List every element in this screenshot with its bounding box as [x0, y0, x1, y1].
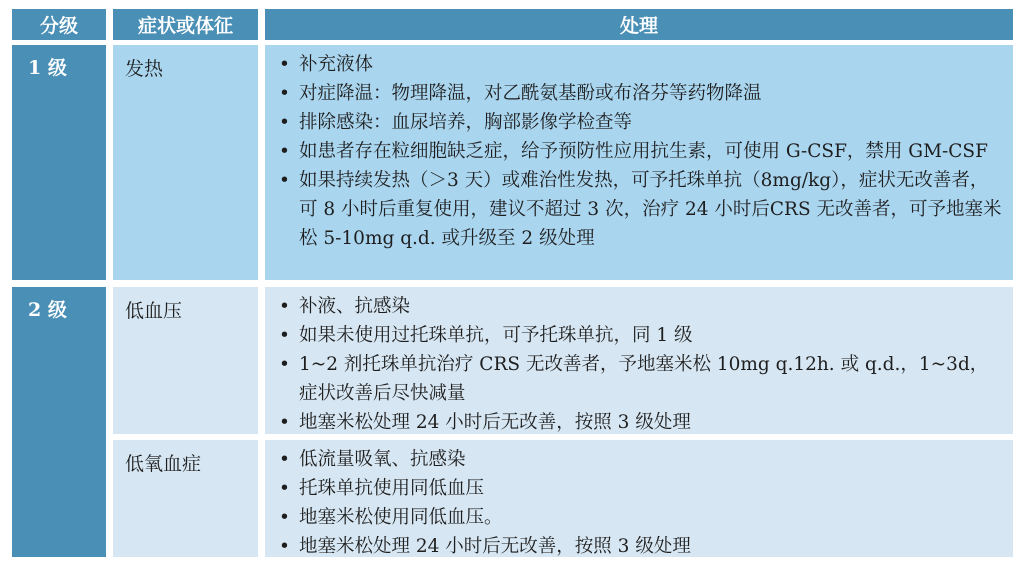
list-item: • 补充液体: [275, 50, 1003, 79]
grade-1-cell: 1 级: [12, 45, 106, 280]
treatment-list: [275, 445, 1003, 561]
symptom-fever: 发热: [113, 45, 258, 280]
list-item: • 如患者存在粒细胞缺乏症，给予预防性应用抗生素，可使用 G-CSF，禁用 GM-CSF: [275, 137, 1003, 166]
list-item: • 1~2 剂托珠单抗治疗 CRS 无改善者，予地塞米松 10mg q.12h. 或 q.d.，1~3d，症状改善后尽快减量: [275, 350, 1003, 408]
list-item: • 地塞米松使用同低血压。: [275, 503, 1003, 532]
list-item: • 排除感染：血尿培养，胸部影像学检查等: [275, 108, 1003, 137]
treatment-grade-2-hypotension: [265, 287, 1013, 434]
list-item: • 托珠单抗使用同低血压: [275, 474, 1003, 503]
header-treatment: 处理: [265, 9, 1013, 40]
list-item: • 补液、抗感染: [275, 292, 1003, 321]
list-item: • 地塞米松处理 24 小时后无改善，按照 3 级处理: [275, 532, 1003, 561]
list-item: • 如果未使用过托珠单抗，可予托珠单抗，同 1 级: [275, 321, 1003, 350]
list-item: • 对症降温：物理降温，对乙酰氨基酚或布洛芬等药物降温: [275, 79, 1003, 108]
treatment-grade-1-fever: [265, 45, 1013, 280]
list-item: • 低流量吸氧、抗感染: [275, 445, 1003, 474]
treatment-list: [275, 50, 1003, 253]
list-item: • 地塞米松处理 24 小时后无改善，按照 3 级处理: [275, 408, 1003, 437]
header-symptom: 症状或体征: [113, 9, 258, 40]
treatment-list: [275, 292, 1003, 437]
header-grade: 分级: [12, 9, 106, 40]
grade-2-cell: 2 级: [12, 287, 106, 557]
symptom-hypotension: 低血压: [113, 287, 258, 434]
list-item: • 如果持续发热（＞3 天）或难治性发热，可予托珠单抗（8mg/kg），症状无改善者，可 8 小时后重复使用，建议不超过 3 次，治疗 24 小时后CRS 无改善者，可予地塞米松 5-10mg q.d. 或升级至 2 级处理: [275, 166, 1003, 253]
symptom-hypoxemia: 低氧血症: [113, 440, 258, 557]
treatment-grade-2-hypoxemia: [265, 440, 1013, 557]
